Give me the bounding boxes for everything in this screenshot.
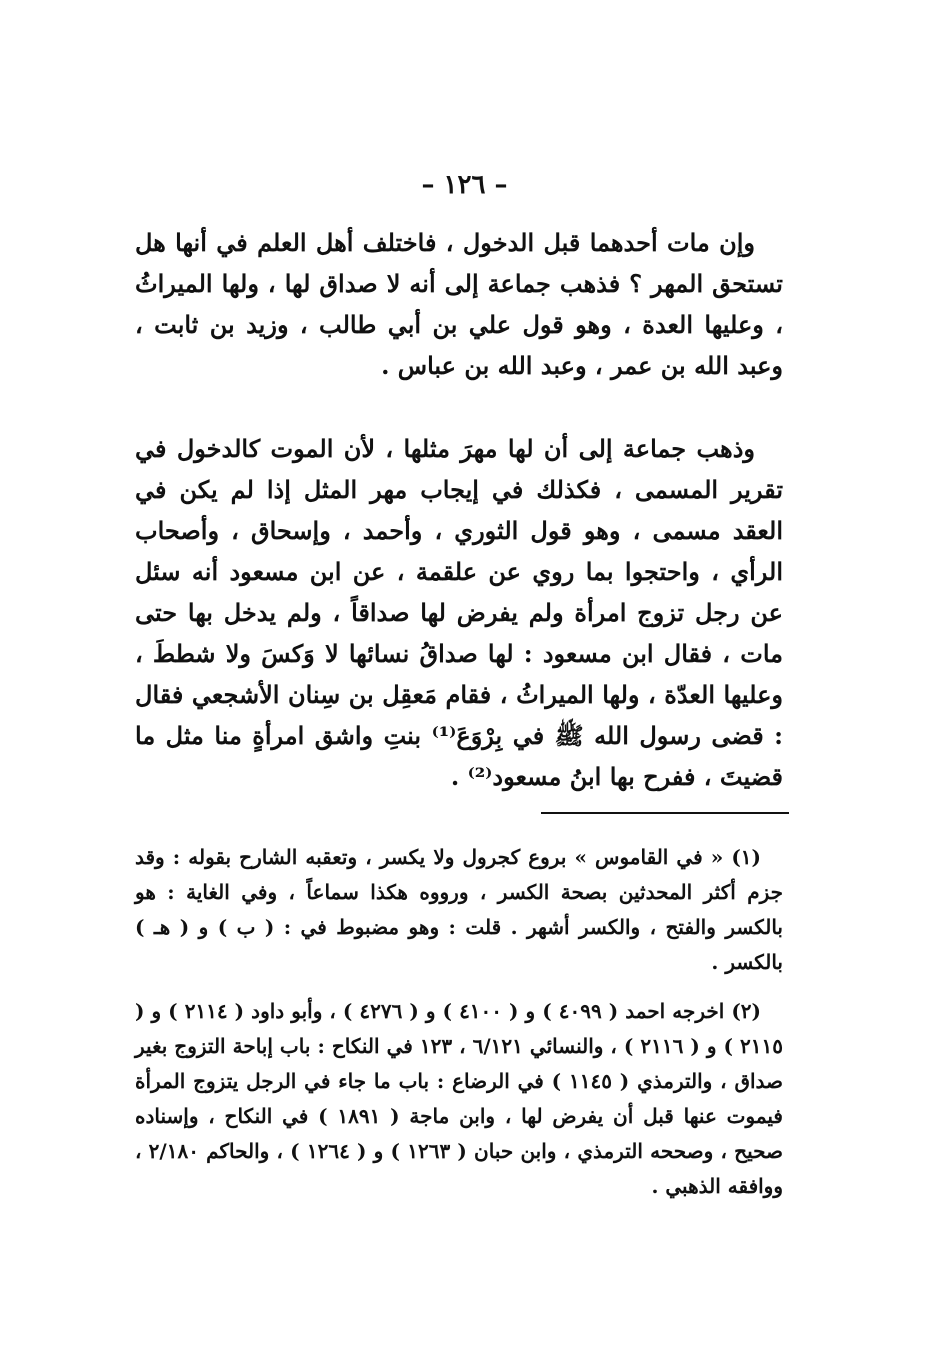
main-paragraph: وإن مات أحدهما قبل الدخول ، فاختلف أهل العلم في أنها هل تستحق المهر ؟ فذهب جماعة إلى أنه لا صداق لها ، ولها الميراثُ ، وعليها العدة ، وهو قول علي بن أبي طالب ، وزيد بن ثابت ، وعبد الله بن عمر ، وعبد الله بن عباس .	[135, 228, 784, 380]
footnotes-section	[135, 840, 783, 1218]
footnote-divider	[541, 812, 789, 814]
footnote-1: (١) « في القاموس » بروع كجرول ولا يكسر ، وتعقبه الشارح بقوله : وقد جزم أكثر المحدثين بصحة الكسر ، ورووه هكذا سماعاً ، وفي الغاية : هو بالكسر والفتح ، والكسر أشهر . قلت : وهو مضبوط في : ( ب ) و ( هـ ) بالكسر .	[135, 845, 783, 974]
page-number: – ١٢٦ –	[421, 170, 508, 200]
main-paragraph-1-block	[135, 222, 783, 386]
footnote-2: (٢) اخرجه احمد ( ٤٠٩٩ ) و ( ٤١٠٠ ) و ( ٤٢٧٦ ) ، وأبو داود ( ٢١١٤ ) و ( ٢١١٥ ) و ( ٢١١٦ ) ، والنسائي ٦/١٢١ ، ١٢٣ في النكاح : باب إباحة التزوج بغير صداق ، والترمذي ( ١١٤٥ ) في الرضاع : باب ما جاء في الرجل يتزوج المرأة فيموت عنها قبل أن يفرض لها ، وابن ماجة ( ١٨٩١ ) في النكاح ، وإسناده صحيح ، وصححه الترمذي ، وابن حبان ( ١٢٦٣ ) و ( ١٢٦٤ ) ، والحاكم ٢/١٨٠ ، ووافقه الذهبي .	[135, 999, 783, 1198]
main-paragraph: وذهب جماعة إلى أن لها مهرَ مثلها ، لأن الموت كالدخول في تقرير المسمى ، فكذلك في إيجاب مهر المثل إذا لم يكن في العقد مسمى ، وهو قول الثوري ، وأحمد ، وإسحاق ، وأصحاب الرأي ، واحتجوا بما روي عن علقمة ، عن ابن مسعود أنه سئل عن رجل تزوج امرأة ولم يفرض لها صداقاً ، ولم يدخل بها حتى مات ، فقال ابن مسعود : لها صداقُ نسائها لا وَكسَ ولا شططَ ، وعليها العدّة ، ولها الميراثُ ، فقام مَعقِل بن سِنان الأشجعي فقال : قضى رسول الله ﷺ في بِرْوَعَ⁽¹⁾ بنتِ واشق امرأةٍ منا مثل ما قضيتَ ، ففرح بها ابنُ مسعود⁽²⁾ .	[135, 434, 783, 791]
main-paragraph-2-block	[135, 428, 783, 797]
